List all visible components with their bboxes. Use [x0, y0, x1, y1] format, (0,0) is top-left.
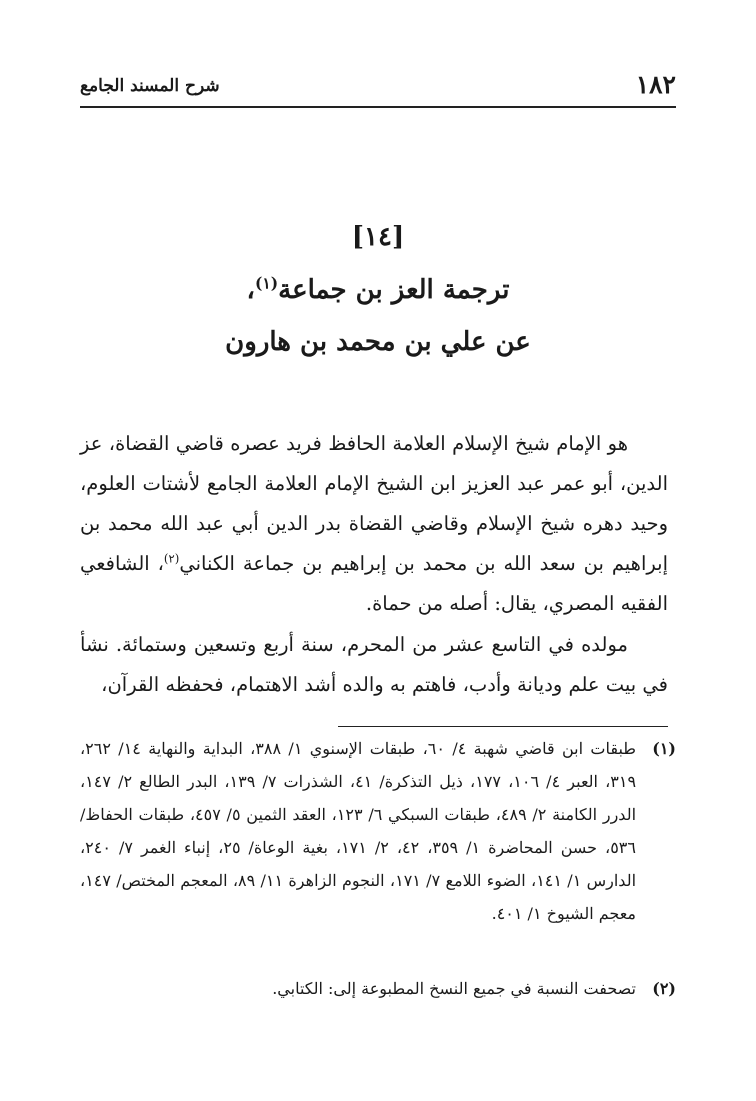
- footnote-ref-1: (١): [254, 273, 279, 293]
- title-text: ترجمة العز بن جماعة: [278, 275, 510, 305]
- running-title: شرح المسند الجامع: [80, 76, 220, 96]
- running-header: [80, 70, 676, 104]
- footnote-2: [80, 972, 676, 1005]
- footnote-rule: [338, 726, 668, 727]
- footnote-number: (٢): [652, 979, 676, 998]
- entry-title-line-1: [0, 275, 756, 305]
- footnote-ref-2: (٢): [163, 551, 180, 566]
- footnotes: [80, 732, 676, 1005]
- footnote-number: (١): [652, 739, 676, 758]
- body-paragraph-1: [80, 424, 668, 624]
- body-text-1a: هو الإمام شيخ الإسلام العلامة الحافظ فريد عصره قاضي القضاة، عز الدين، أبو عمر عبد العزيز ابن الشيخ الإمام العلامة الجامع لأشتات العلوم، وحيد دهره شيخ الإسلام وقاضي القضاة بدر الدين أبي عبد الله محمد بن إبراهيم بن سعد الله بن محمد بن إبراهيم بن جماعة الكناني: [80, 432, 668, 575]
- page-number: ١٨٢: [635, 70, 676, 99]
- footnote-text: تصحفت النسبة في جميع النسخ المطبوعة إلى: الكتابي.: [272, 979, 636, 998]
- body-paragraph-2: مولده في التاسع عشر من المحرم، سنة أربع وتسعين وستمائة. نشأ في بيت علم وديانة وأدب، فاهتم به والده أشد الاهتمام، فحفظه القرآن،: [80, 633, 668, 696]
- entry-title-line-2: عن علي بن محمد بن هارون: [225, 327, 531, 357]
- header-rule: [80, 106, 676, 108]
- entry-number: [١٤]: [351, 222, 405, 252]
- footnote-1: [80, 732, 676, 972]
- body-text-1b: ، الشافعي الفقيه المصري، يقال: أصله من حماة.: [80, 552, 668, 615]
- footnote-text: طبقات ابن قاضي شهبة ٤/ ٦٠، طبقات الإسنوي ١/ ٣٨٨، البداية والنهاية ١٤/ ٢٦٢، ٣١٩، العبر ٤/ ١٠٦، ١٧٧، ذيل التذكرة/ ٤١، الشذرات ٧/ ١٣٩، البدر الطالع ٢/ ١٤٧، الدرر الكامنة ٢/ ٤٨٩، طبقات السبكي ٦/ ١٢٣، العقد الثمين ٥/ ٤٥٧، طبقات الحفاظ/ ٥٣٦، حسن المحاضرة ١/ ٣٥٩، ٤٢، ٢/ ١٧١، بغية الوعاة/ ٢٥، إنباء الغمر ٧/ ٢٤٠، الدارس ١/ ١٤١، الضوء اللامع ٧/ ١٧١، النجوم الزاهرة ١١/ ٨٩، المعجم المختص/ ١٤٧، معجم الشيوخ ١/ ٤٠١.: [80, 739, 637, 923]
- title-comma: ،: [246, 275, 255, 305]
